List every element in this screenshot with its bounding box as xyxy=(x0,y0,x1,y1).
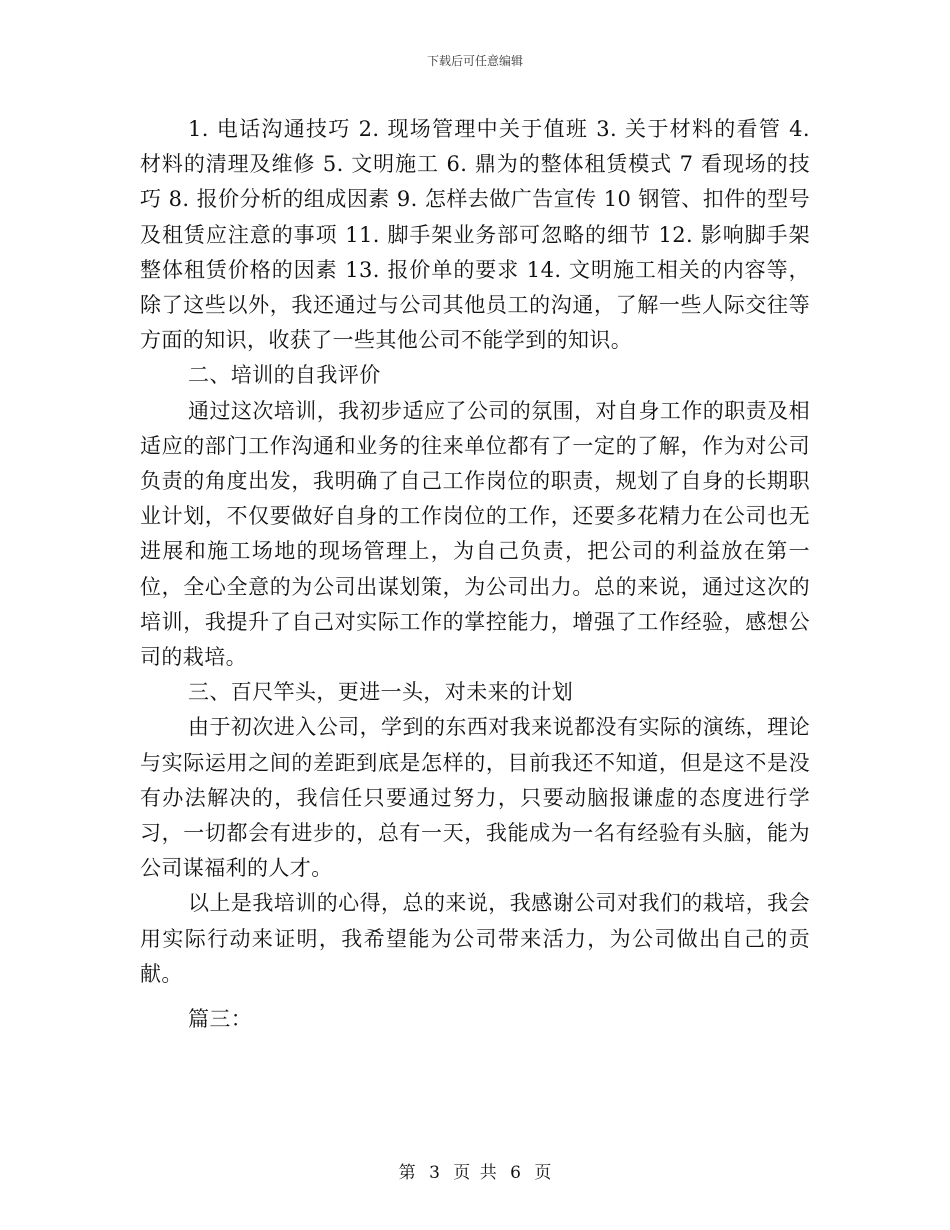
footer-suffix: 页 xyxy=(534,1163,552,1183)
footer-prefix: 第 xyxy=(398,1163,416,1183)
footer-middle: 页 共 xyxy=(453,1163,497,1183)
paragraph-self-evaluation: 通过这次培训，我初步适应了公司的氛围，对自身工作的职责及相适应的部门工作沟通和业务的往来单位都有了一定的了解，作为对公司负责的角度出发，我明确了自己工作岗位的职责，规划了自身的长期职业计划，不仅要做好自身的工作岗位的工作，还要多花精力在公司也无进展和施工场地的现场管理上，为自己负责，把公司的利益放在第一位，全心全意的为公司出谋划策，为公司出力。总的来说，通过这次的培训，我提升了自己对实际工作的掌控能力，增强了工作经验，感想公司的栽培。 xyxy=(140,398,810,670)
paragraph-conclusion: 以上是我培训的心得，总的来说，我感谢公司对我们的栽培，我会用实际行动来证明，我希望能为公司带来活力，为公司做出自己的贡献。 xyxy=(140,891,810,986)
section-title: 篇三： xyxy=(188,1007,253,1032)
paragraph-future-plan: 由于初次进入公司，学到的东西对我来说都没有实际的演练，理论与实际运用之间的差距到底是怎样的，目前我还不知道，但是这不是没有办法解决的，我信任只要通过努力，只要动脑报谦虚的态度进行学习，一切都会有进步的，总有一天，我能成为一名有经验有头脑，能为公司谋福利的人才。 xyxy=(140,715,810,881)
document-body xyxy=(140,112,810,1037)
page-header: 下载后可任意编辑 xyxy=(426,54,523,68)
page-footer xyxy=(0,1158,950,1183)
heading-self-evaluation: 二、培训的自我评价 xyxy=(188,363,381,388)
heading-future-plan: 三、百尺竿头，更进一头，对未来的计划 xyxy=(188,680,574,705)
paragraph-training-topics: 1. 电话沟通技巧 2. 现场管理中关于值班 3. 关于材料的看管 4. 材料的清理及维修 5. 文明施工 6. 鼎为的整体租赁模式 7 看现场的技巧 8. 报价分析的组成因素 9. 怎样去做广告宣传 10 钢管、扣件的型号及租赁应注意的事项 11. 脚手架业务部可忽略的细节 12. 影响脚手架整体租赁价格的因素 13. 报价单的要求 14. 文明施工相关的内容等，除了这些以外，我还通过与公司其他员工的沟通，了解一些人际交往等方面的知识，收获了一些其他公司不能学到的知识。 xyxy=(140,117,810,353)
footer-total-pages: 6 xyxy=(510,1163,521,1183)
footer-current-page: 3 xyxy=(429,1163,440,1183)
